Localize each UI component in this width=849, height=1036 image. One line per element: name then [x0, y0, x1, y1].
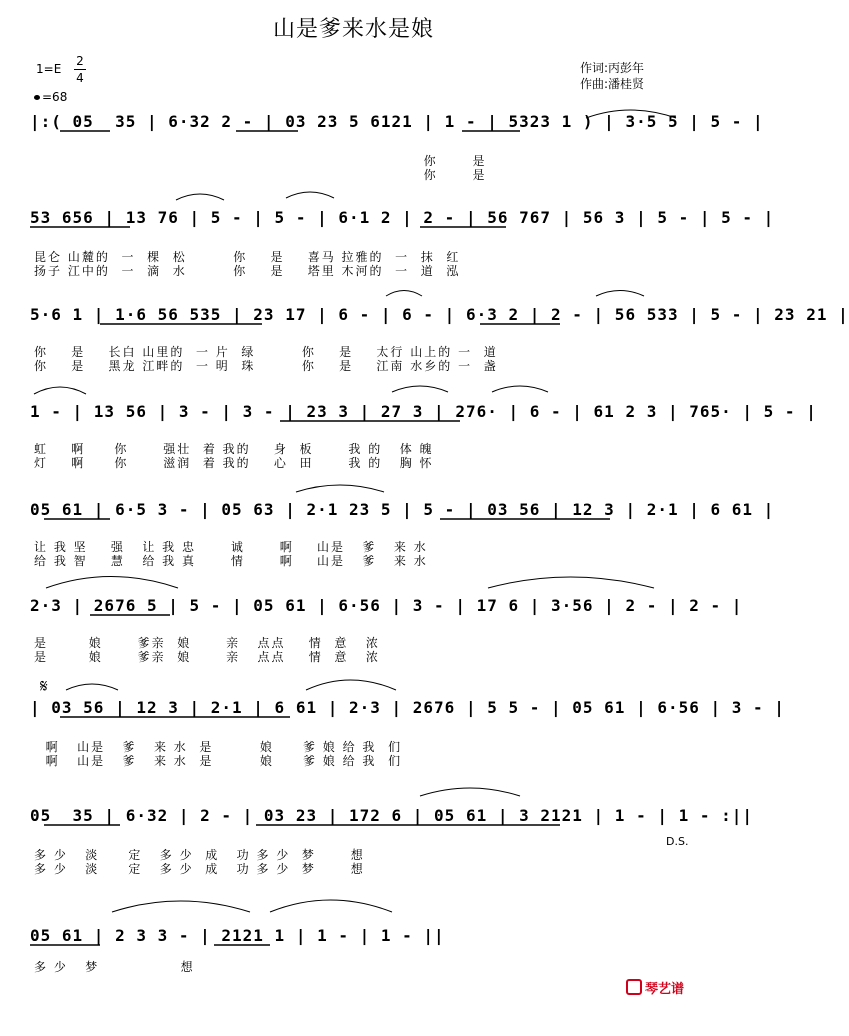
lyrics-verse-2: 灯 啊 你 滋润 着 我的 心 田 我 的 胸 怀	[34, 456, 434, 470]
notation-line: | 03 56 | 12 3 | 2·1 | 6 61 | 2·3 | 2676 | 5 5 - | 05 61 | 6·56 | 3 - |	[30, 698, 785, 717]
lyrics-verse-1: 你 是 长白 山里的 一 片 绿 你 是 太行 山上的 一 道	[34, 345, 498, 359]
ds-mark: D.S.	[666, 835, 689, 848]
notation-line: 1 - | 13 56 | 3 - | 3 - | 23 3 | 27 3 | 276· | 6 - | 61 2 3 | 765· | 5 - |	[30, 402, 817, 421]
lyrics-verse-2: 多 少 淡 定 多 少 成 功 多 少 梦 想	[34, 862, 365, 876]
key-signature: 1=E	[36, 62, 62, 76]
tempo-mark	[34, 90, 67, 104]
notation-line: 05 35 | 6·32 | 2 - | 03 23 | 172 6 | 05 61 | 3 2121 | 1 - | 1 - :||	[30, 806, 754, 825]
score-line-3	[0, 305, 849, 415]
watermark-text: 琴艺谱	[645, 982, 685, 997]
notation-line: |:( 05 35 | 6·32 2 - | 03 23 5 6121 | 1 - | 5323 1 ) | 3·5 5 | 5 - |	[30, 112, 764, 131]
score-line-8	[0, 806, 754, 916]
score-line-2	[0, 208, 775, 318]
segno-icon: 𝄋	[40, 676, 48, 697]
tempo-value: =68	[42, 90, 68, 104]
lyrics-verse-1: 你 是	[34, 154, 487, 168]
time-signature	[74, 54, 86, 85]
lyrics-verse-1: 是 娘 爹亲 娘 亲 点点 情 意 浓	[34, 636, 380, 650]
composer: 作曲:潘桂贤	[580, 77, 645, 91]
score-line-1	[0, 112, 764, 222]
lyrics-verse-1: 让 我 坚 强 让 我 忠 诚 啊 山是 爹 来 水	[34, 540, 428, 554]
quarter-note-icon	[34, 95, 40, 100]
lyrics-verse-1: 多 少 梦 想	[34, 960, 195, 974]
time-bottom: 4	[76, 71, 84, 85]
lyrics-verse-2: 你 是 黑龙 江畔的 一 明 珠 你 是 江南 水乡的 一 盏	[34, 359, 498, 373]
notation-line: 2·3 | 2676 5 | 5 - | 05 61 | 6·56 | 3 - | 17 6 | 3·56 | 2 - | 2 - |	[30, 596, 743, 615]
lyrics-verse-2: 你 是	[34, 168, 487, 182]
credits	[580, 60, 644, 92]
qinyipu-logo-icon	[626, 979, 642, 995]
score-line-9	[0, 926, 707, 1036]
lyrics-verse-1: 虹 啊 你 强壮 着 我的 身 板 我 的 体 魄	[34, 442, 434, 456]
lyrics-verse-2: 给 我 智 慧 给 我 真 情 啊 山是 爹 来 水	[34, 554, 428, 568]
score-line-4	[0, 402, 817, 512]
lyrics-verse-2: 是 娘 爹亲 娘 亲 点点 情 意 浓	[34, 650, 380, 664]
notation-line: 53 656 | 13 76 | 5 - | 5 - | 6·1 2 | 2 - | 56 767 | 56 3 | 5 - | 5 - |	[30, 208, 775, 227]
lyrics-verse-2: 啊 山是 爹 来 水 是 娘 爹 娘 给 我 们	[34, 754, 403, 768]
score-line-7	[0, 698, 785, 808]
time-top: 2	[76, 54, 84, 68]
lyrics-verse-1: 啊 山是 爹 来 水 是 娘 爹 娘 给 我 们	[34, 740, 403, 754]
score-line-5	[0, 500, 775, 610]
lyrics-verse-1: 昆仑 山麓的 一 棵 松 你 是 喜马 拉雅的 一 抹 红	[34, 250, 461, 264]
lyricist: 作词:丙彭年	[580, 61, 645, 75]
notation-line: 5·6 1 | 1·6 56 535 | 23 17 | 6 - | 6 - | 6·3 2 | 2 - | 56 533 | 5 - | 23 21 |	[30, 305, 849, 324]
watermark	[626, 978, 684, 997]
lyrics-verse-1: 多 少 淡 定 多 少 成 功 多 少 梦 想	[34, 848, 365, 862]
notation-line: 05 61 | 2 3 3 - | 2121 1 | 1 - | 1 - ||	[30, 926, 445, 945]
time-divider	[74, 69, 86, 70]
notation-line: 05 61 | 6·5 3 - | 05 63 | 2·1 23 5 | 5 - | 03 56 | 12 3 | 2·1 | 6 61 |	[30, 500, 775, 519]
lyrics-verse-2: 扬子 江中的 一 滴 水 你 是 塔里 木河的 一 道 泓	[34, 264, 461, 278]
score-line-6	[0, 596, 743, 706]
song-title: 山是爹来水是娘	[272, 17, 434, 42]
